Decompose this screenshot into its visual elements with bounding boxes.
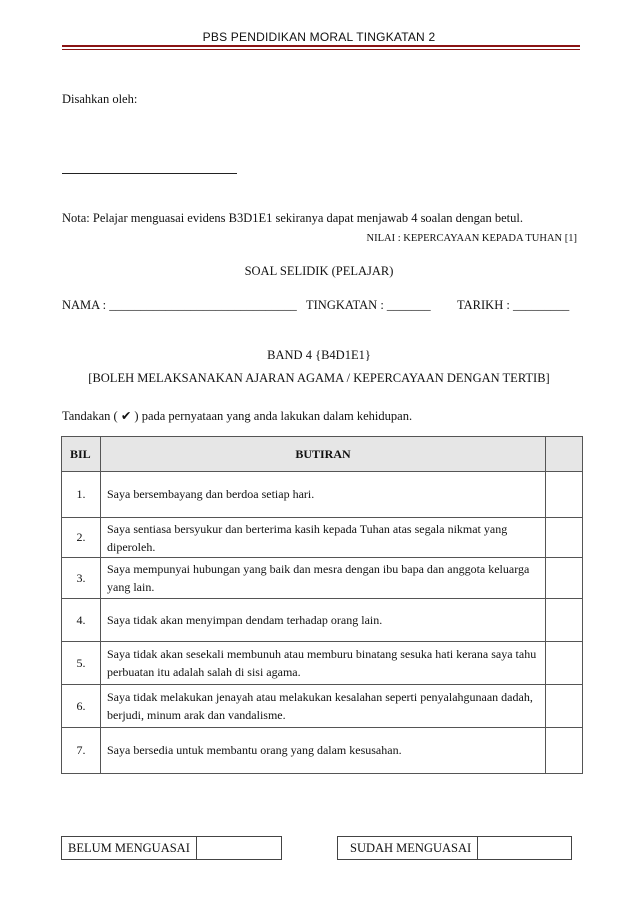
row-number: 7.	[62, 728, 101, 774]
not-mastered-mark[interactable]	[197, 837, 281, 859]
row-statement: Saya mempunyai hubungan yang baik dan mesra dengan ibu bapa dan anggota keluarga yang lain.	[101, 558, 546, 599]
table-row	[62, 558, 583, 599]
row-checkbox[interactable]	[546, 685, 583, 728]
band-description: [BOLEH MELAKSANAKAN AJARAN AGAMA / KEPERCAYAAN DENGAN TERTIB]	[88, 371, 550, 385]
row-checkbox[interactable]	[546, 558, 583, 599]
row-checkbox[interactable]	[546, 472, 583, 518]
form-title: SOAL SELIDIK (PELAJAR)	[244, 264, 394, 278]
row-statement: Saya tidak akan menyimpan dendam terhadap orang lain.	[101, 599, 546, 642]
row-statement: Saya sentiasa bersyukur dan berterima kasih kepada Tuhan atas segala nikmat yang diperoleh.	[101, 518, 546, 558]
signature-line	[62, 173, 237, 174]
table-row	[62, 642, 583, 685]
date-field[interactable]: TARIKH : _________	[457, 298, 570, 312]
row-checkbox[interactable]	[546, 518, 583, 558]
table-header-row	[62, 437, 583, 472]
header-butiran: BUTIRAN	[101, 437, 546, 472]
page-header-title: PBS PENDIDIKAN MORAL TINGKATAN 2	[202, 30, 436, 44]
name-field[interactable]: NAMA : ______________________________	[62, 298, 297, 312]
form-field[interactable]: TINGKATAN : _______	[306, 298, 431, 312]
instruction-text: Tandakan ( ✔ ) pada pernyataan yang anda lakukan dalam kehidupan.	[62, 409, 413, 423]
row-checkbox[interactable]	[546, 642, 583, 685]
row-number: 2.	[62, 518, 101, 558]
table-row	[62, 599, 583, 642]
mastered-box	[337, 836, 572, 860]
row-number: 4.	[62, 599, 101, 642]
row-number: 6.	[62, 685, 101, 728]
header-rule-thick	[62, 45, 580, 47]
header-bil: BIL	[62, 437, 101, 472]
row-checkbox[interactable]	[546, 728, 583, 774]
not-mastered-box	[61, 836, 282, 860]
row-number: 5.	[62, 642, 101, 685]
band-title: BAND 4 {B4D1E1}	[267, 348, 371, 362]
row-statement: Saya tidak melakukan jenayah atau melakukan kesalahan seperti penyalahgunaan dadah, berjudi, minum arak dan vandalisme.	[101, 685, 546, 728]
value-label: NILAI : KEPERCAYAAN KEPADA TUHAN [1]	[366, 233, 577, 244]
note-text: Nota: Pelajar menguasai evidens B3D1E1 sekiranya dapat menjawab 4 soalan dengan betul.	[62, 211, 523, 225]
row-statement: Saya bersedia untuk membantu orang yang dalam kesusahan.	[101, 728, 546, 774]
not-mastered-label: BELUM MENGUASAI	[62, 837, 197, 859]
table-row	[62, 518, 583, 558]
row-number: 3.	[62, 558, 101, 599]
checklist-table	[61, 436, 583, 774]
header-check-column	[546, 437, 583, 472]
approval-label: Disahkan oleh:	[62, 92, 138, 106]
table-row	[62, 472, 583, 518]
header-rule-thin	[62, 49, 580, 50]
mastered-label: SUDAH MENGUASAI	[338, 837, 478, 859]
row-statement: Saya tidak akan sesekali membunuh atau memburu binatang sesuka hati kerana saya tahu perbuatan itu adalah salah di sisi agama.	[101, 642, 546, 685]
table-row	[62, 685, 583, 728]
row-checkbox[interactable]	[546, 599, 583, 642]
row-statement: Saya bersembayang dan berdoa setiap hari.	[101, 472, 546, 518]
mastered-mark[interactable]	[478, 837, 571, 859]
table-row	[62, 728, 583, 774]
row-number: 1.	[62, 472, 101, 518]
